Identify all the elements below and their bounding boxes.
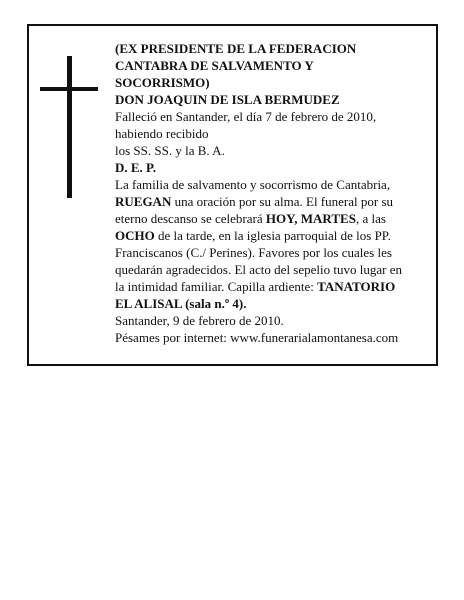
funeral-line — [115, 210, 433, 227]
family-line: La familia de salvamento y socorrismo de Cantabria, — [115, 177, 391, 192]
chapel-line — [115, 278, 433, 295]
title-line: CANTABRA DE SALVAMENTO Y — [115, 58, 314, 73]
obituary-notice — [27, 24, 438, 366]
deceased-name: DON JOAQUIN DE ISLA BERMUDEZ — [115, 92, 340, 107]
funeral-text: de la tarde, en la iglesia parroquial de los PP. — [154, 228, 391, 243]
title-line: (EX PRESIDENTE DE LA FEDERACION — [115, 41, 357, 56]
latin-cross-icon — [40, 56, 98, 198]
date-line: Santander, 9 de febrero de 2010. — [115, 313, 284, 328]
chapel-bold: TANATORIO — [317, 279, 396, 294]
rip-line: D. E. P. — [115, 160, 157, 175]
chapel-location: EL ALISAL (sala n.º 4). — [115, 296, 247, 311]
death-line: Falleció en Santander, el día 7 de febrero de 2010, — [115, 109, 377, 124]
funeral-text: eterno descanso se celebrará — [115, 211, 266, 226]
funeral-line: Franciscanos (C./ Perines). Favores por los cuales les — [115, 245, 392, 260]
notice-text — [115, 40, 433, 346]
sacraments-line: los SS. SS. y la B. A. — [115, 143, 225, 158]
cross-vertical-bar — [67, 56, 72, 198]
death-line: habiendo recibido — [115, 126, 209, 141]
funeral-time: OCHO — [115, 228, 155, 243]
chapel-text: la intimidad familiar. Capilla ardiente: — [115, 279, 318, 294]
condolences-line: Pésames por internet: www.funerarialamontanesa.com — [115, 330, 399, 345]
funeral-day: HOY, MARTES — [265, 211, 356, 226]
funeral-text: , a las — [355, 211, 386, 226]
title-line: SOCORRISMO) — [115, 75, 210, 90]
funeral-line: quedarán agradecidos. El acto del sepelio tuvo lugar en — [115, 262, 402, 277]
request-line — [115, 193, 433, 210]
request-rest: una oración por su alma. El funeral por su — [171, 194, 393, 209]
request-bold: RUEGAN — [115, 194, 172, 209]
cross-horizontal-bar — [40, 87, 98, 91]
funeral-line — [115, 227, 433, 244]
